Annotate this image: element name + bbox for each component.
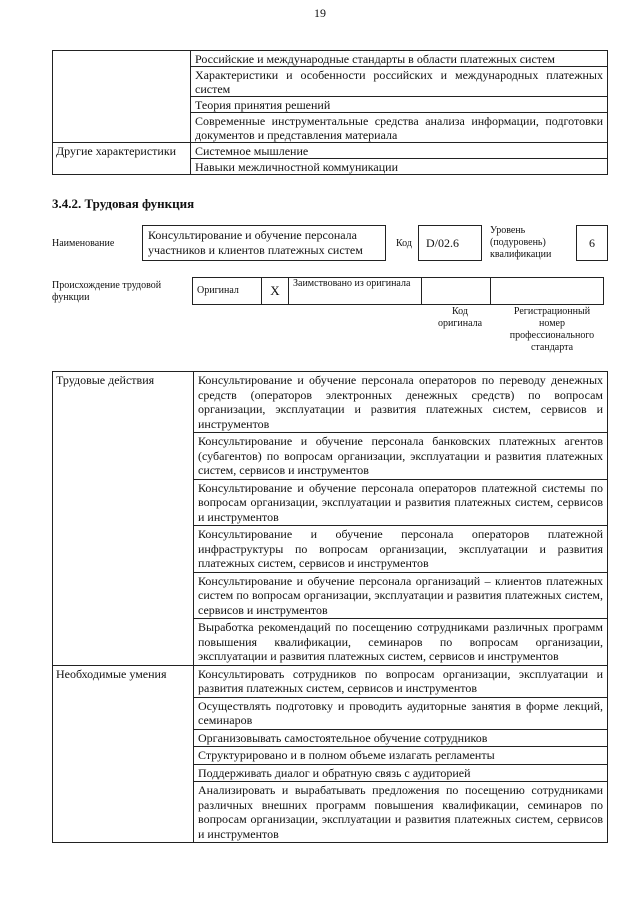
labor-action-item: Консультирование и обучение персонала операторов платежной системы по вопросам организации, эксплуатации и развития платежных систем, сервисов и инструментов (194, 479, 608, 526)
skill-item: Консультировать сотрудников по вопросам организации, эксплуатации и развития платежных систем, сервисов и инструментов (194, 665, 608, 697)
function-name-box: Консультирование и обучение персонала участников и клиентов платежных систем (142, 225, 386, 261)
skill-item: Анализировать и вырабатывать предложения по посещению сотрудниками различных внешних программ повышения квалификации, семинаров по вопросам организации, эксплуатации и развития платежных систем, сервисов и инструментов (194, 782, 608, 843)
labor-action-item: Консультирование и обучение персонала операторов платежной инфраструктуры по вопросам организации, эксплуатации и развития платежных систем, сервисов и инструментов (194, 526, 608, 573)
table-cell-label (53, 51, 191, 143)
labor-function-table (52, 371, 608, 843)
table-cell-text: Характеристики и особенности российских и международных платежных систем (191, 67, 608, 97)
origin-table (192, 277, 604, 305)
reg-number-caption: Регистрационный номер профессионального стандарта (509, 306, 595, 353)
labor-action-item: Консультирование и обучение персонала операторов по переводу денежных средств (операторов электронных денежных средств) по вопросам организации, эксплуатации и развития платежных систем, сервисов и инструментов (194, 372, 608, 433)
labor-action-item: Выработка рекомендаций по посещению сотрудниками различных программ повышения квалификации, семинаров по вопросам организации, эксплуатации и развития платежных систем, сервисов и инструментов (194, 619, 608, 666)
level-box: 6 (576, 225, 608, 261)
original-mark: X (262, 278, 289, 305)
table-row (193, 278, 604, 305)
table-cell-text: Современные инструментальные средства анализа информации, подготовки документов и представления материала (191, 113, 608, 143)
reg-number-cell (491, 278, 604, 305)
skill-item: Структурировано и в полном объеме излагать регламенты (194, 747, 608, 765)
table-row (53, 143, 608, 159)
knowledge-continuation-table (52, 50, 608, 175)
origin-label: Происхождение трудовой функции (52, 280, 162, 303)
section-heading: 3.4.2. Трудовая функция (52, 196, 195, 211)
level-label: Уровень (подуровень) квалификации (490, 225, 552, 260)
skill-item: Организовывать самостоятельное обучение сотрудников (194, 729, 608, 747)
labor-action-item: Консультирование и обучение персонала банковских платежных агентов (субагентов) по вопросам организации, эксплуатации и развития платежных систем, сервисов и инструментов (194, 433, 608, 480)
table-cell-label: Другие характеристики (53, 143, 191, 175)
borrowed-label: Заимствовано из оригинала (289, 278, 422, 305)
name-label: Наименование (52, 238, 115, 249)
code-label: Код (396, 238, 412, 249)
original-label: Оригинал (193, 278, 262, 305)
table-cell-text: Системное мышление (191, 143, 608, 159)
table-cell-text: Российские и международные стандарты в области платежных систем (191, 51, 608, 67)
code-original-cell (422, 278, 491, 305)
labor-action-item: Консультирование и обучение персонала организаций – клиентов платежных систем по вопросам организации, эксплуатации и развития платежных систем, сервисов и инструментов (194, 572, 608, 619)
code-original-caption: Код оригинала (437, 306, 483, 329)
page-number: 19 (314, 6, 326, 20)
skills-label: Необходимые умения (53, 665, 194, 843)
table-row (53, 665, 608, 697)
table-cell-text: Навыки межличностной коммуникации (191, 159, 608, 175)
skill-item: Осуществлять подготовку и проводить аудиторные занятия в форме лекций, семинаров (194, 697, 608, 729)
table-row (53, 372, 608, 433)
table-cell-text: Теория принятия решений (191, 97, 608, 113)
code-box: D/02.6 (418, 225, 482, 261)
skill-item: Поддерживать диалог и обратную связь с аудиторией (194, 764, 608, 782)
labor-actions-label: Трудовые действия (53, 372, 194, 666)
table-row (53, 51, 608, 67)
